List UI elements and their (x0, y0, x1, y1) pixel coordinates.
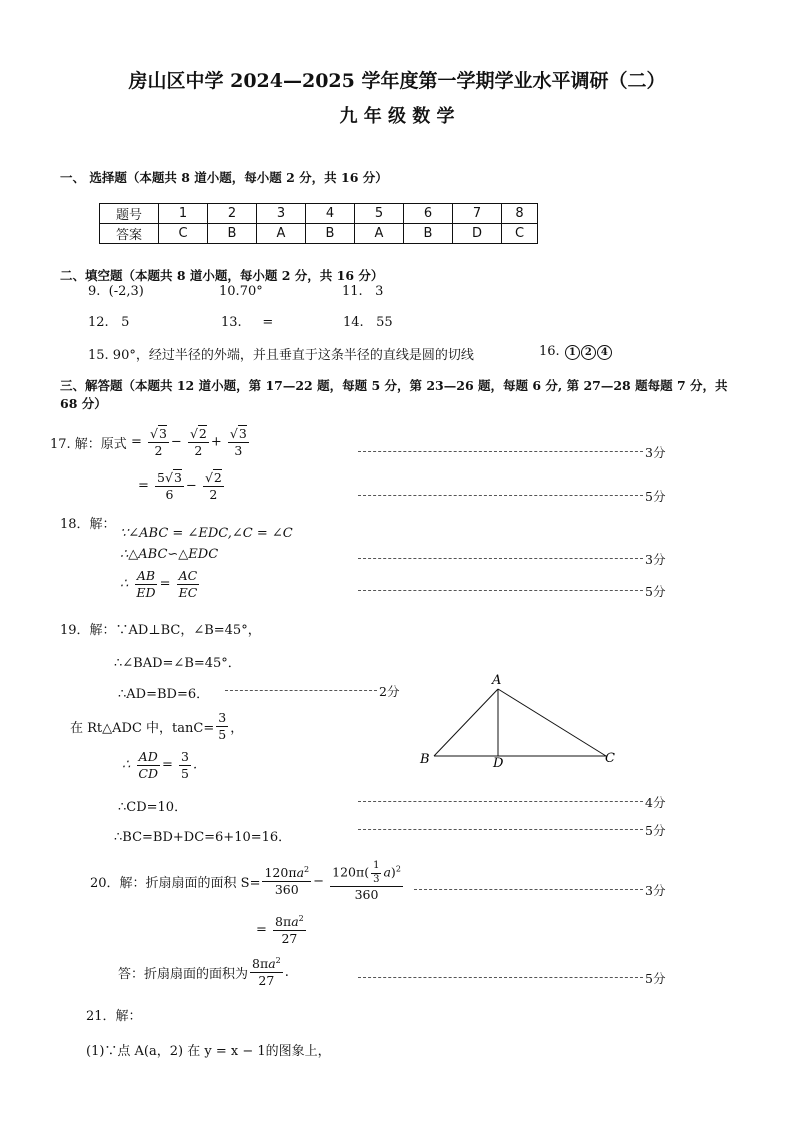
fill-item-15: 15. 90°，经过半径的外端，并且垂直于这条半径的直线是圆的切线 (88, 348, 474, 363)
table-cell: B (404, 224, 453, 244)
q19-line6: ∴CD=10． (118, 800, 188, 815)
score-mark: 3分 (645, 445, 666, 460)
item-value: 55 (376, 315, 393, 330)
circled-number: 4 (597, 345, 612, 360)
fill-item-11 (342, 284, 383, 299)
math-fraction: $\frac{8\pi a^2}{27}$ (252, 956, 281, 988)
score-mark: 3分 (645, 552, 666, 567)
label-b: B (420, 752, 430, 767)
q19-line5 (122, 749, 197, 781)
triangle-figure (410, 670, 630, 775)
score-mark: 5分 (645, 584, 666, 599)
q19-line7: ∴BC=BD+DC=6+10=16． (114, 830, 292, 845)
table-cell: C (159, 224, 208, 244)
q20-line2 (256, 914, 308, 946)
q21-line1: (1)∵点 A(a，2) 在 y = x − 1的图象上， (86, 1044, 331, 1059)
math-expr: ∴ $\frac{AD}{CD}$ = $\frac{3}{5}$ . (122, 749, 198, 781)
table-cell: 3 (257, 204, 306, 224)
label-c: C (605, 751, 615, 766)
table-cell: B (306, 224, 355, 244)
q17-line2 (138, 470, 226, 502)
q18-label: 18．解： (60, 517, 116, 532)
math-expr: = $\frac{√3}{2}$ − $\frac{√2}{2}$ + $\frac{√3}{3}$ (126, 426, 247, 458)
score-mark: 3分 (645, 883, 666, 898)
q18-line3 (120, 568, 201, 600)
fill-item-16 (539, 344, 612, 360)
math-fraction: $\frac{3}{5}$ (218, 710, 227, 742)
q18-line2: ∴△ABC∽△EDC (120, 547, 219, 562)
table-cell: A (257, 224, 306, 244)
q17-label: 17. 解：原式 (50, 436, 127, 452)
q19-line4-text: 在 Rt△ADC 中，tanC= (70, 720, 215, 736)
table-cell: 5 (355, 204, 404, 224)
circled-number: 2 (581, 345, 596, 360)
q20-answer-text: 答：折扇扇面的面积为 (118, 966, 249, 982)
fill-item-13 (221, 315, 273, 330)
item-value: 70° (239, 284, 263, 299)
q19-line3: ∴AD=BD=6． (118, 687, 210, 702)
item-value: 5 (121, 315, 130, 330)
dashed-leader (358, 829, 643, 830)
q19-line4: 在 Rt△ADC 中，tanC= $\frac{3}{5}$ ， (70, 710, 244, 742)
label-a: A (492, 673, 502, 688)
fill-item-14 (343, 315, 393, 330)
document-title: 房山区中学 2024—2025 学年度第一学期学业水平调研（二） (128, 70, 666, 92)
item-label: 12. (88, 315, 109, 330)
section1-heading: 一、 选择题（本题共 8 道小题，每小题 2 分，共 16 分） (60, 170, 388, 185)
table-cell: B (208, 224, 257, 244)
circled-number: 1 (565, 345, 580, 360)
q19-line2: ∴∠BAD=∠B=45°． (114, 656, 241, 671)
dashed-leader (225, 690, 377, 691)
dashed-leader (358, 977, 643, 978)
fill-item-9 (88, 284, 144, 299)
table-cell: A (355, 224, 404, 244)
item-value: (-2,3) (108, 284, 144, 299)
section2-heading: 二、填空题（本题共 8 道小题，每小题 2 分，共 16 分） (60, 268, 384, 283)
label-d: D (493, 756, 504, 771)
q19-label: 19．解：∵AD⊥BC，∠B=45°， (60, 623, 261, 638)
item-label: 9. (88, 284, 101, 299)
score-mark: 5分 (645, 823, 666, 838)
dashed-leader (358, 495, 643, 496)
document-subtitle: 九 年 级 数 学 (339, 106, 455, 127)
table-cell: 2 (208, 204, 257, 224)
q21-label: 21．解： (86, 1009, 142, 1024)
table-cell: 答案 (100, 224, 159, 244)
fill-item-10 (219, 284, 263, 299)
dashed-leader (358, 451, 643, 452)
table-cell: D (453, 224, 502, 244)
item-label: 10. (219, 284, 240, 299)
math-expr: ∴ $\frac{AB}{ED}$ = $\frac{AC}{EC}$ (120, 568, 198, 600)
item-label: 13. (221, 315, 242, 330)
q20-label: 20．解：折扇扇面的面积 S= (90, 875, 261, 891)
fill-item-12 (88, 315, 129, 330)
segment-ac (498, 689, 606, 756)
table-row (100, 224, 538, 244)
item-label: 11. (342, 284, 363, 299)
dashed-leader (358, 558, 643, 559)
table-cell: 1 (159, 204, 208, 224)
q20-line1 (90, 860, 405, 903)
item-value: 3 (375, 284, 384, 299)
table-cell: 6 (404, 204, 453, 224)
section3-heading-line2: 68 分） (60, 396, 107, 411)
q20-answer: 答：折扇扇面的面积为 $\frac{8\pi a^2}{27}$ . (118, 956, 289, 988)
answer-table (99, 203, 538, 244)
table-cell: 8 (502, 204, 538, 224)
score-mark: 2分 (379, 684, 400, 699)
segment-ab (434, 689, 498, 756)
dashed-leader (414, 889, 643, 890)
item-label: 16. (539, 344, 560, 359)
q18-line1: ∵∠ABC = ∠EDC,∠C = ∠C (120, 526, 293, 541)
score-mark: 5分 (645, 971, 666, 986)
table-cell: 7 (453, 204, 502, 224)
math-expr: = $\frac{5√3}{6}$ − $\frac{√2}{2}$ (138, 470, 222, 502)
item-value: = (262, 315, 274, 330)
math-expr: = $\frac{8\pi a^2}{27}$ (256, 914, 304, 946)
table-row (100, 204, 538, 224)
dashed-leader (358, 590, 643, 591)
q17-line1 (50, 426, 251, 458)
table-cell: 题号 (100, 204, 159, 224)
score-mark: 4分 (645, 795, 666, 810)
table-cell: 4 (306, 204, 355, 224)
item-label: 14. (343, 315, 364, 330)
dashed-leader (358, 801, 643, 802)
math-expr: $\frac{120\pi a^2}{360}$ − 120π( $\frac{1}{3}$ a)$^2$ 360 (264, 860, 401, 902)
score-mark: 5分 (645, 489, 666, 504)
table-cell: C (502, 224, 538, 244)
section3-heading-line1: 三、解答题（本题共 12 道小题，第 17—22 题，每题 5 分，第 23—26 题，每题 6 分, 第 27—28 题每题 7 分，共 (60, 378, 728, 393)
